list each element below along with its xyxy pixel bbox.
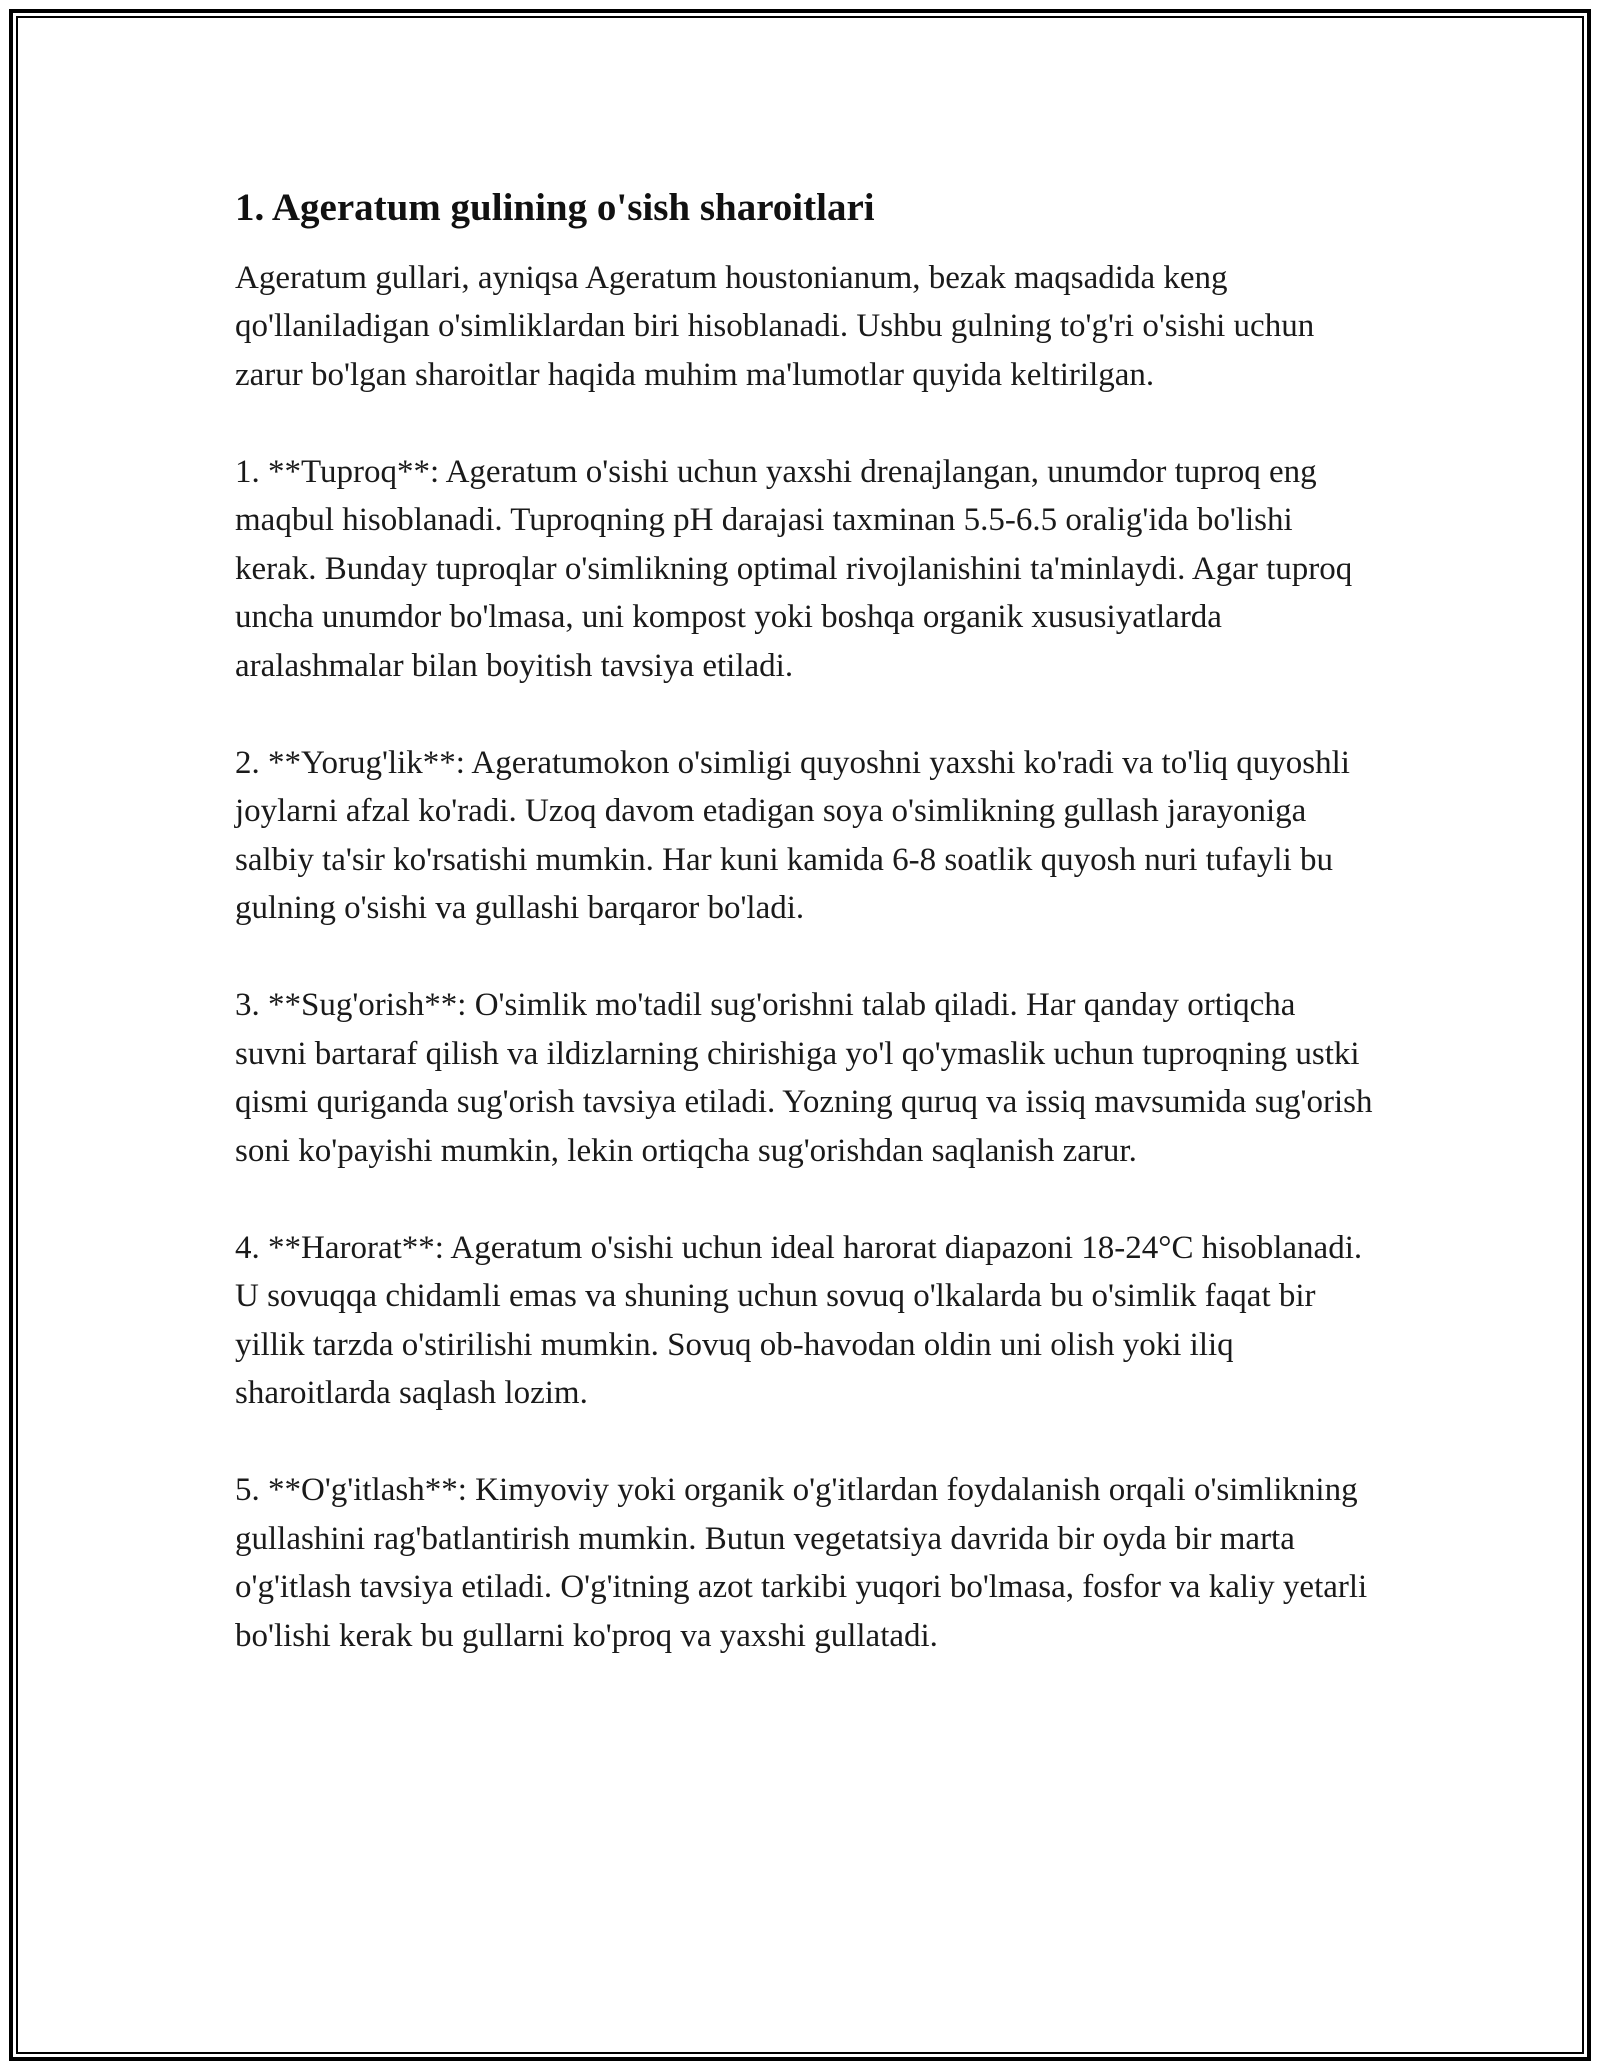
paragraph-watering: 3. **Sug'orish**: O'simlik mo'tadil sug'orishni talab qiladi. Har qanday ortiqcha suvni bartaraf qilish va ildizlarning chirishiga yo'l qo'ymaslik uchun tuproqning ustki qismi quriganda sug'orish tavsiya etiladi. Yozning quruq va issiq mavsumida sug'orish soni ko'payishi mumkin, lekin ortiqcha sug'orishdan saqlanish zarur. [235, 987, 1373, 1169]
document-title: 1. Ageratum gulining o'sish sharoitlari [235, 186, 875, 229]
paragraph-fertilizing: 5. **O'g'itlash**: Kimyoviy yoki organik o'g'itlardan foydalanish orqali o'simlikning gullashini rag'batlantirish mumkin. Butun vegetatsiya davrida bir oyda bir marta o'g'itlash tavsiya etiladi. O'g'itning azot tarkibi yuqori bo'lmasa, fosfor va kaliy yetarli bo'lishi kerak bu gullarni ko'proq va yaxshi gullatadi. [235, 1472, 1368, 1654]
paragraph-light: 2. **Yorug'lik**: Ageratumokon o'simligi quyoshni yaxshi ko'radi va to'liq quyoshli joylarni afzal ko'radi. Uzoq davom etadigan soya o'simlikning gullash jarayoniga salbiy ta'sir ko'rsatishi mumkin. Har kuni kamida 6-8 soatlik quyosh nuri tufayli bu gulning o'sishi va gullashi barqaror bo'ladi. [235, 744, 1350, 927]
intro-paragraph: Ageratum gullari, ayniqsa Ageratum houstonianum, bezak maqsadida keng qo'llaniladigan o'simliklardan biri hisoblanadi. Ushbu gulning to'g'ri o'sishi uchun zarur bo'lgan sharoitlar haqida muhim ma'lumotlar quyida keltirilgan. [235, 259, 1315, 393]
document-body [235, 185, 1375, 1660]
paragraph-soil: 1. **Tuproq**: Ageratum o'sishi uchun yaxshi drenajlangan, unumdor tuproq eng maqbul hisoblanadi. Tuproqning pH darajasi taxminan 5.5-6.5 oralig'ida bo'lishi kerak. Bunday tuproqlar o'simlikning optimal rivojlanishini ta'minlaydi. Agar tuproq uncha unumdor bo'lmasa, uni kompost yoki boshqa organik xususiyatlarda aralashmalar bilan boyitish tavsiya etiladi. [235, 453, 1353, 684]
paragraph-temperature: 4. **Harorat**: Ageratum o'sishi uchun ideal harorat diapazoni 18-24°C hisoblanadi. U sovuqqa chidamli emas va shuning uchun sovuq o'lkalarda bu o'simlik faqat bir yillik tarzda o'stirilishi mumkin. Sovuq ob-havodan oldin uni olish yoki iliq sharoitlarda saqlash lozim. [235, 1229, 1363, 1412]
